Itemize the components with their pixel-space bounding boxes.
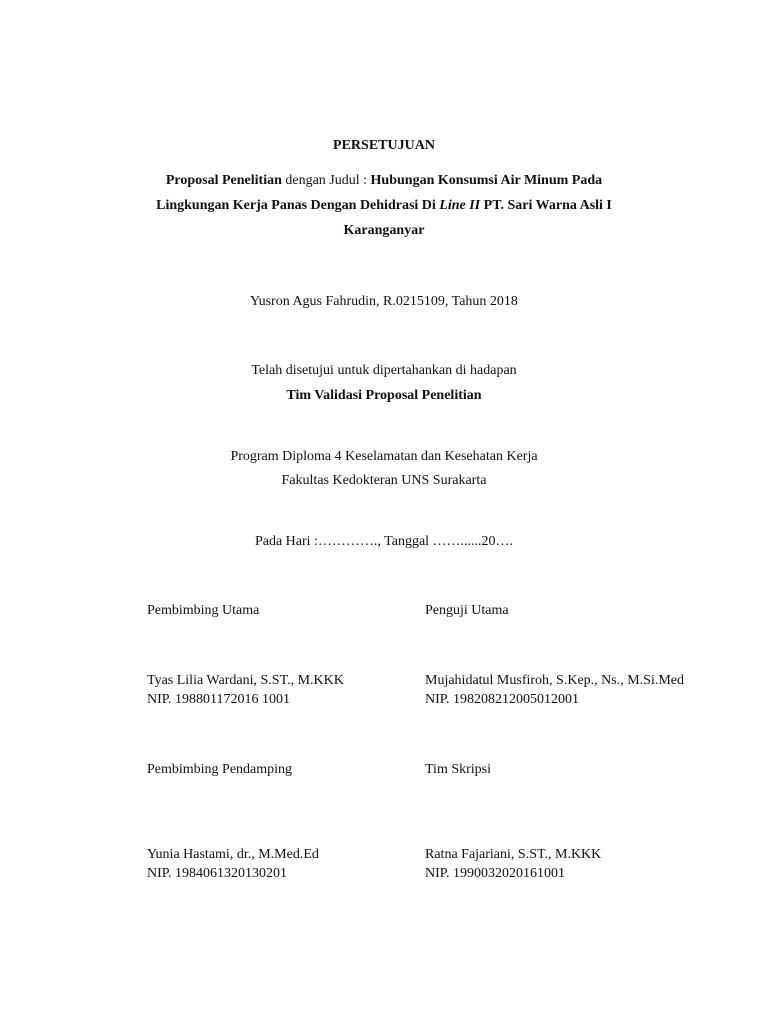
- penguji-utama-nip: NIP. 198208212005012001: [425, 692, 580, 707]
- pembimbing-pendamping-role: Pembimbing Pendamping: [147, 762, 293, 777]
- faculty-name: Fakultas Kedokteran UNS Surakarta: [281, 473, 487, 488]
- title-text-part-1: Hubungan Konsumsi Air Minum Pada: [370, 173, 603, 188]
- proposal-label: Proposal Penelitian: [165, 173, 282, 188]
- proposal-title-line-2: [0, 197, 768, 215]
- program-name: Program Diploma 4 Keselamatan dan Kesehatan Kerja: [230, 449, 538, 464]
- title-line-italic: Line II: [439, 198, 481, 213]
- author-line: Yusron Agus Fahrudin, R.0215109, Tahun 2018: [250, 294, 518, 309]
- title-text-part-2: Lingkungan Kerja Panas Dengan Dehidrasi Di: [156, 198, 440, 213]
- proposal-title-line-1: [0, 172, 768, 190]
- tim-skripsi-name: Ratna Fajariani, S.ST., M.KKK: [425, 847, 602, 862]
- pembimbing-utama-nip: NIP. 198801172016 1001: [147, 692, 290, 707]
- pembimbing-pendamping-nip: NIP. 1984061320130201: [147, 866, 288, 881]
- page-heading: PERSETUJUAN: [333, 138, 435, 153]
- validation-team: Tim Validasi Proposal Penelitian: [286, 388, 482, 403]
- pembimbing-utama-name: Tyas Lilia Wardani, S.ST., M.KKK: [147, 673, 344, 688]
- proposal-title-line-3: Karanganyar: [343, 223, 425, 238]
- date-line: Pada Hari :…………., Tanggal ……......20….: [254, 534, 514, 549]
- penguji-utama-name: Mujahidatul Musfiroh, S.Kep., Ns., M.Si.Med: [425, 673, 684, 688]
- title-text-part-3: PT. Sari Warna Asli I: [480, 198, 612, 213]
- tim-skripsi-role: Tim Skripsi: [425, 762, 492, 777]
- approval-statement: Telah disetujui untuk dipertahankan di hadapan: [251, 363, 517, 378]
- pembimbing-pendamping-name: Yunia Hastami, dr., M.Med.Ed: [147, 847, 319, 862]
- penguji-utama-role: Penguji Utama: [425, 603, 509, 618]
- pembimbing-utama-role: Pembimbing Utama: [147, 603, 260, 618]
- tim-skripsi-nip: NIP. 1990032020161001: [425, 866, 566, 881]
- title-connector: dengan Judul :: [281, 173, 371, 188]
